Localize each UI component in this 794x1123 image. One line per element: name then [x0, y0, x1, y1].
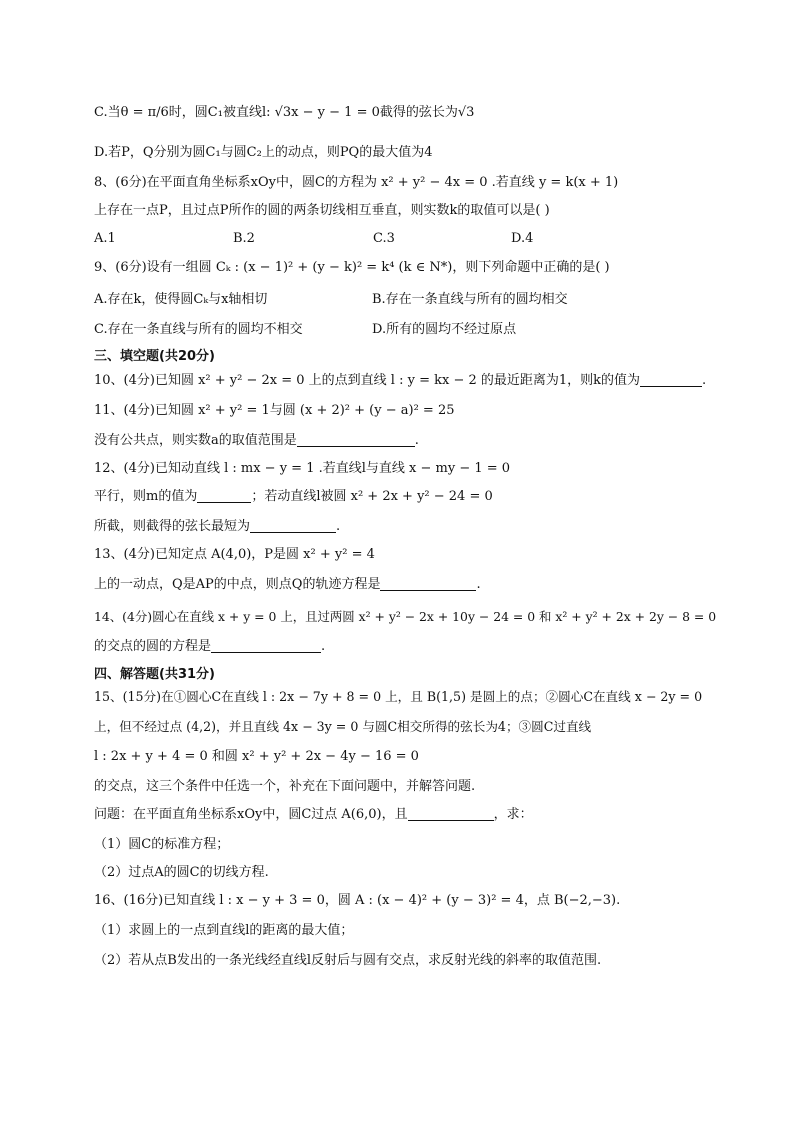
q15-stem-line4: 的交点，这三个条件中任选一个，补充在下面问题中，并解答问题. [94, 779, 476, 794]
q13-answer-blank [380, 576, 476, 591]
q14-text: 的交点的圆的方程是 [94, 639, 212, 654]
q15-question [94, 806, 533, 824]
q11-answer-blank [297, 432, 415, 447]
q12-answer-blank-2 [250, 518, 336, 533]
q15-stem-line1: 15、(15分)在①圆心C在直线 l : 2x − 7y + 8 = 0 上，且 B(1,5) 是圆上的点；②圆心C在直线 x − 2y = 0 [94, 689, 703, 704]
q7-option-d: D.若P，Q分别为圆C₁与圆C₂上的动点，则PQ的最大值为4 [94, 145, 433, 160]
q12-text-b: ；若动直线l被圆 x² + 2x + y² − 24 = 0 [251, 489, 493, 504]
q12-stem-line2 [94, 488, 493, 506]
q15-sub-2: （2）过点A的圆C的切线方程. [94, 865, 269, 880]
q15-question-text-a: 问题：在平面直角坐标系xOy中，圆C过点 A(6,0)，且 [94, 807, 408, 822]
q10-stem [94, 372, 706, 390]
q12-answer-blank-1 [197, 488, 251, 503]
q15-question-text-b: ，求： [493, 807, 533, 822]
q15-sub-1: （1）圆C的标准方程； [94, 837, 230, 852]
q13-stem-line2 [94, 576, 481, 594]
q9-option-c: C.存在一条直线与所有的圆均不相交 [94, 322, 303, 337]
q8-option-b: B.2 [233, 231, 255, 246]
q13-end: . [476, 577, 481, 592]
q10-text: 10、(4分)已知圆 x² + y² − 2x = 0 上的点到直线 l : y = kx − 2 的最近距离为1，则k的值为 [94, 373, 641, 388]
q12-stem-line3 [94, 518, 340, 536]
q13-text: 上的一动点，Q是AP的中点，则点Q的轨迹方程是 [94, 577, 381, 592]
q10-answer-blank [640, 372, 702, 387]
q8-stem-line1: 8、(6分)在平面直角坐标系xOy中，圆C的方程为 x² + y² − 4x = 0 .若直线 y = k(x + 1) [94, 175, 619, 190]
q9-option-a: A.存在k，使得圆Cₖ与x轴相切 [94, 292, 268, 307]
q9-option-d: D.所有的圆均不经过原点 [372, 322, 517, 337]
q13-stem-line1: 13、(4分)已知定点 A(4,0)，P是圆 x² + y² = 4 [94, 547, 375, 562]
q8-option-a: A.1 [94, 231, 116, 246]
q15-stem-line3: l : 2x + y + 4 = 0 和圆 x² + y² + 2x − 4y − 16 = 0 [94, 749, 419, 764]
q8-stem-line2: 上存在一点P，且过点P所作的圆的两条切线相互垂直，则实数k的取值可以是( ) [94, 203, 550, 218]
section-4-heading: 四、解答题(共31分) [94, 667, 215, 682]
q16-sub-2: （2）若从点B发出的一条光线经直线l反射后与圆有交点，求反射光线的斜率的取值范围. [94, 953, 602, 968]
q8-option-d: D.4 [511, 231, 534, 246]
q11-end: . [414, 433, 419, 448]
q12-stem-line1: 12、(4分)已知动直线 l : mx − y = 1 .若直线l与直线 x − my − 1 = 0 [94, 461, 511, 476]
q15-stem-line2: 上，但不经过点 (4,2)，并且直线 4x − 3y = 0 与圆C相交所得的弦长为4；③圆C过直线 [94, 719, 592, 734]
q15-condition-blank [408, 806, 494, 821]
q12-text-a: 平行，则m的值为 [94, 489, 198, 504]
section-3-heading: 三、填空题(共20分) [94, 349, 215, 364]
q9-option-b: B.存在一条直线与所有的圆均相交 [372, 292, 568, 307]
q11-text: 没有公共点，则实数a的取值范围是 [94, 433, 297, 448]
q7-option-c: C.当θ = π/6时，圆C₁被直线l: √3x − y − 1 = 0截得的弦长为√3 [94, 105, 475, 120]
q12-end: . [336, 519, 341, 534]
q16-stem: 16、(16分)已知直线 l : x − y + 3 = 0，圆 A : (x − 4)² + (y − 3)² = 4，点 B(−2,−3). [94, 893, 621, 908]
q14-answer-blank [211, 638, 321, 653]
q14-stem-line1: 14、(4分)圆心在直线 x + y = 0 上，且过两圆 x² + y² − 2x + 10y − 24 = 0 和 x² + y² + 2x + 2y − 8 = 0 [94, 609, 717, 624]
q11-stem-line1: 11、(4分)已知圆 x² + y² = 1与圆 (x + 2)² + (y − a)² = 25 [94, 403, 455, 418]
q8-option-c: C.3 [373, 231, 395, 246]
q14-stem-line2 [94, 638, 325, 656]
q9-stem: 9、(6分)设有一组圆 Cₖ : (x − 1)² + (y − k)² = k⁴ (k ∈ N*)，则下列命题中正确的是( ) [94, 260, 610, 275]
q14-end: . [321, 639, 326, 654]
q12-text-c: 所截，则截得的弦长最短为 [94, 519, 251, 534]
q10-end: . [702, 373, 707, 388]
q16-sub-1: （1）求圆上的一点到直线l的距离的最大值； [94, 923, 354, 938]
q11-stem-line2 [94, 432, 419, 450]
